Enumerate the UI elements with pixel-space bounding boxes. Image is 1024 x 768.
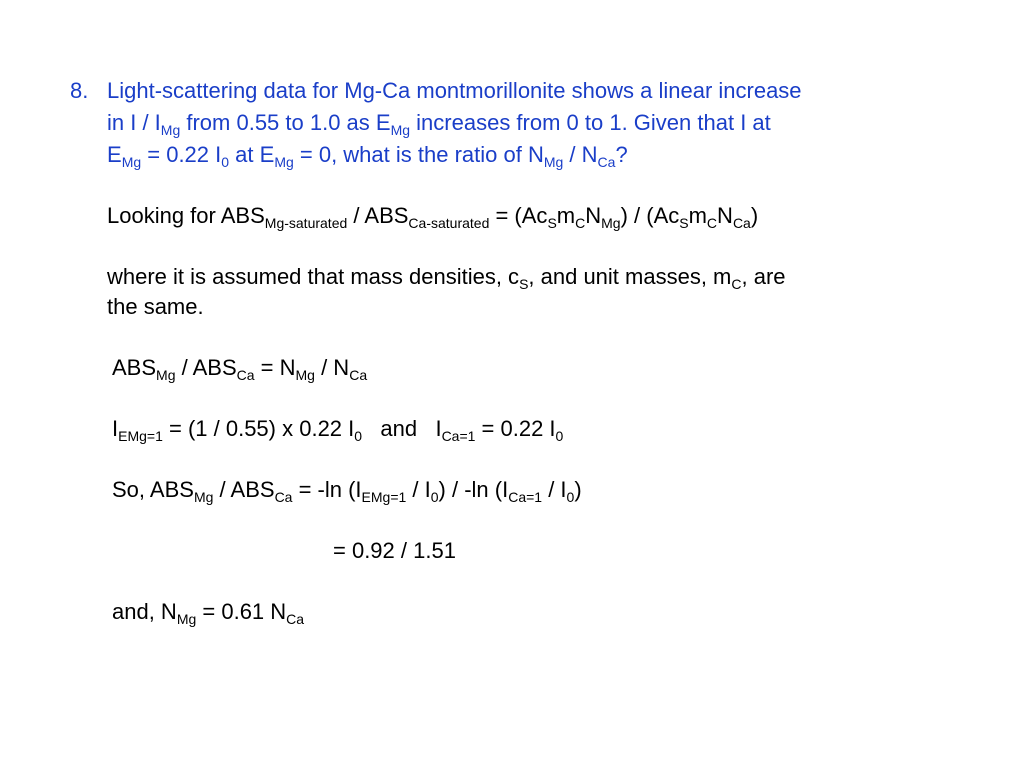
lf-e: N [585,203,602,228]
q3-text-d: = 0, what is the ratio of N [293,142,544,167]
q2-text-c: increases from 0 to 1. Given that I at [410,110,771,135]
lf-b: / ABS [347,203,409,228]
equation-1 [112,355,367,381]
question-line-3 [107,142,628,168]
assumption-line-1 [107,264,786,290]
as-s1: S [519,276,529,292]
e1-c: = N [254,355,296,380]
lf-s1: Mg-saturated [264,215,348,231]
lf-s4: C [575,215,586,231]
equation-5 [112,599,304,625]
lf-c: = (Ac [489,203,548,228]
e1-s4: Ca [349,367,368,383]
e3-d: / I [406,477,431,502]
e1-s3: Mg [295,367,315,383]
e2-s1: EMg=1 [118,428,163,444]
e1-s2: Ca [236,367,255,383]
e1-b: / ABS [175,355,237,380]
question-line-1 [107,78,802,104]
lf-s7: C [706,215,718,231]
as-line2: the same. [107,294,204,319]
e3-s2: Ca [274,489,293,505]
lf-s6: S [679,215,689,231]
q3-text-e: / N [563,142,598,167]
as-c: , are [741,264,786,289]
e5-s2: Ca [286,611,305,627]
looking-for-line [107,203,758,229]
q3-sub-1: Mg [121,154,142,170]
e2-a: I [112,416,119,441]
q2-sub-2: Mg [390,122,411,138]
as-s2: C [731,276,742,292]
e2-b: = (1 / 0.55) x 0.22 I [162,416,355,441]
e3-c: = -ln (I [292,477,362,502]
e1-a: ABS [112,355,157,380]
q3-sub-2: 0 [221,154,230,170]
lf-a: Looking for ABS [107,203,265,228]
lf-f: ) / (Ac [620,203,680,228]
e3-s1: Mg [193,489,214,505]
e3-s4: 0 [430,489,439,505]
e3-b: / ABS [213,477,275,502]
question-text-1: Light-scattering data for Mg-Ca montmorillonite shows a linear increase [107,78,802,103]
lf-s2: Ca-saturated [408,215,490,231]
e2-d: = 0.22 I [475,416,556,441]
question-number: 8. [70,78,89,103]
equation-2 [112,416,563,442]
lf-s5: Mg [601,215,621,231]
equation-4 [333,538,456,564]
lf-i: ) [750,203,759,228]
e2-s4: 0 [555,428,564,444]
q3-text-b: = 0.22 I [141,142,222,167]
e2-s3: Ca=1 [441,428,476,444]
lf-s8: Ca [732,215,751,231]
e3-s3: EMg=1 [361,489,407,505]
q3-sub-3: Mg [274,154,294,170]
lf-g: m [688,203,707,228]
e2-s2: 0 [354,428,363,444]
q3-text-f: ? [615,142,628,167]
q2-text-b: from 0.55 to 1.0 as E [180,110,391,135]
q3-text-a: E [107,142,122,167]
e5-a: and, N [112,599,177,624]
lf-h: N [717,203,733,228]
e5-b: = 0.61 N [196,599,287,624]
e3-s5: Ca=1 [508,489,543,505]
lf-d: m [556,203,576,228]
e3-f: / I [542,477,567,502]
e2-c: and I [362,416,442,441]
q3-text-c: at E [229,142,275,167]
e3-a: So, ABS [112,477,194,502]
e3-e: ) / -ln (I [438,477,509,502]
equation-3 [112,477,582,503]
e1-d: / N [314,355,350,380]
as-b: , and unit masses, m [528,264,732,289]
q3-sub-5: Ca [597,154,616,170]
lf-s3: S [547,215,557,231]
assumption-line-2 [107,294,204,320]
e3-s6: 0 [566,489,575,505]
question-line-2 [107,110,771,136]
as-a: where it is assumed that mass densities, c [107,264,520,289]
e1-s1: Mg [156,367,176,383]
q2-sub-1: Mg [160,122,181,138]
e3-g: ) [574,477,582,502]
e5-s1: Mg [176,611,197,627]
q3-sub-4: Mg [543,154,564,170]
q2-text-a: in I / I [107,110,161,135]
e4-text: = 0.92 / 1.51 [333,538,456,563]
